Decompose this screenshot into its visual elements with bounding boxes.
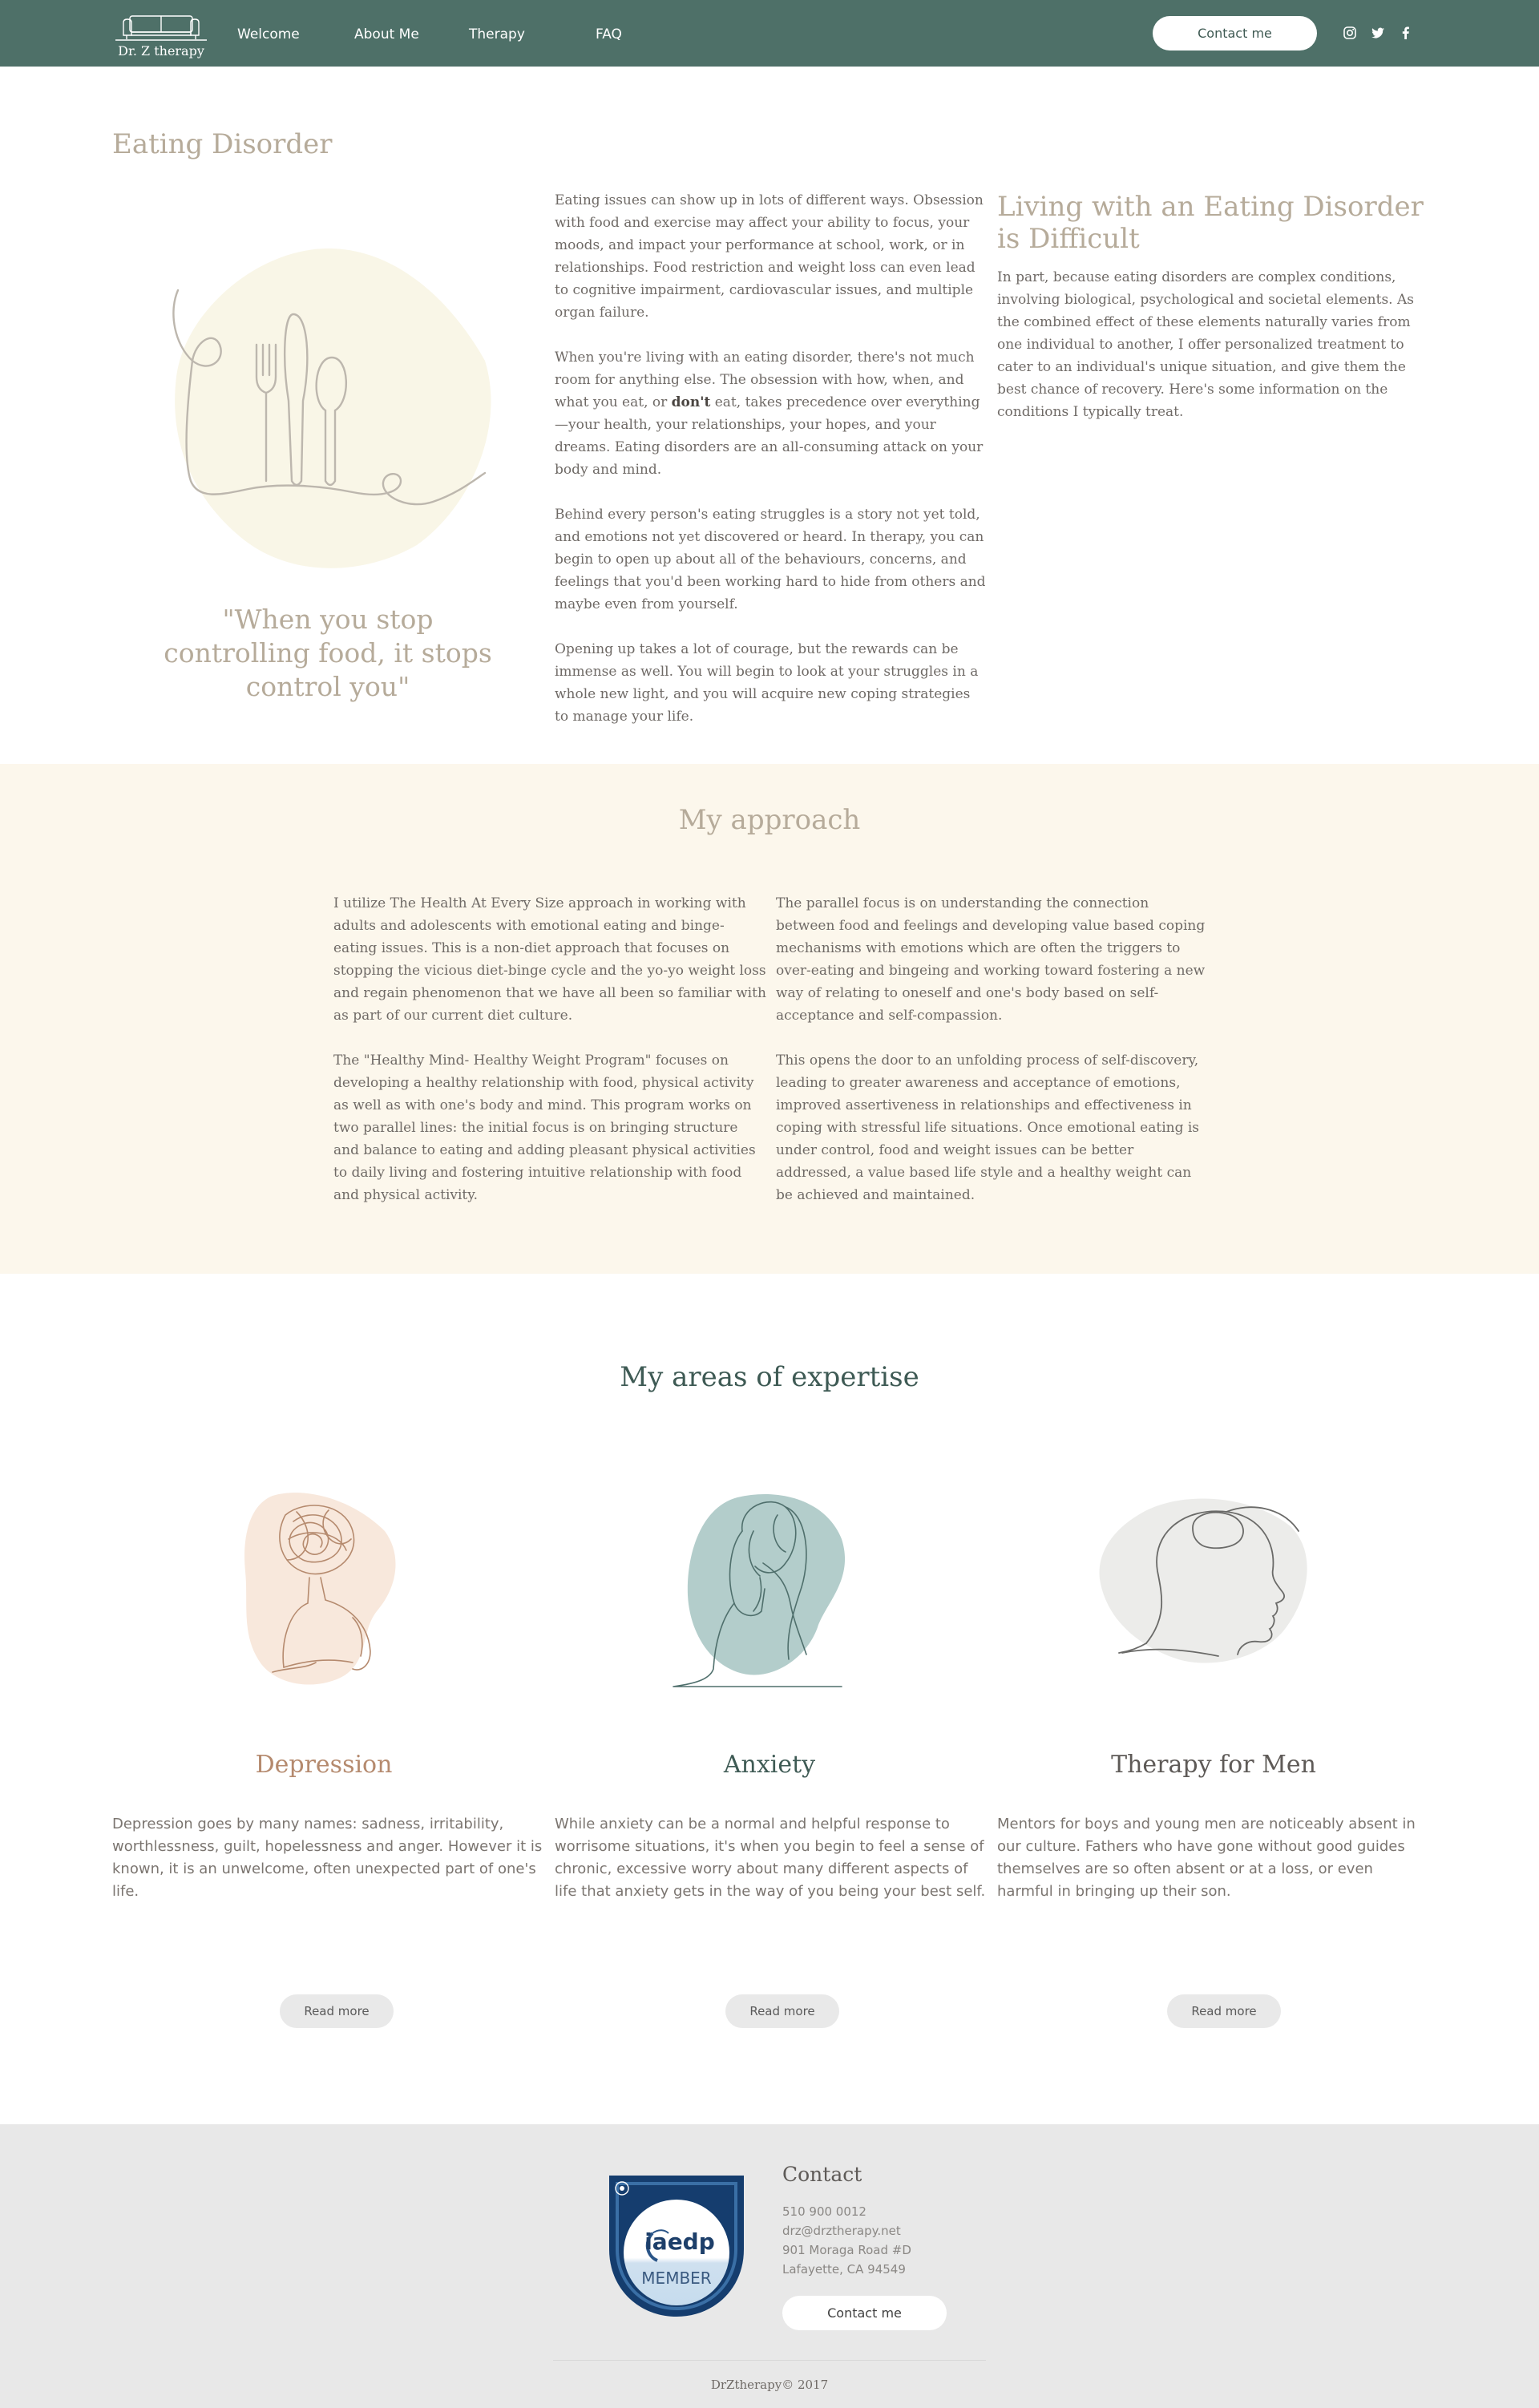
facebook-icon[interactable] [1398, 25, 1414, 41]
cutlery-illustration [160, 240, 497, 580]
depression-read-more-button[interactable]: Read more [280, 1994, 394, 2028]
anxiety-read-more-button[interactable]: Read more [725, 1994, 839, 2028]
therapy-for-men-text: Mentors for boys and young men are noticeably absent in our culture. Fathers who have gone without good guides themselves are so often absent or at a loss, or even harmful in bringing up their son. [997, 1816, 1416, 1900]
paragraph-text: eat, takes precedence over everything—your health, your relationships, your hopes, and your dreams. Eating disorders are an all-consuming attack on your body and mind. [555, 394, 984, 478]
site-footer [0, 2124, 1539, 2408]
footer-contact-button[interactable]: Contact me [782, 2296, 947, 2330]
nav-welcome[interactable]: Welcome [237, 26, 300, 42]
therapy-for-men-illustration [1090, 1483, 1315, 1695]
depression-illustration [232, 1483, 409, 1695]
site-logo[interactable] [111, 11, 212, 59]
therapy-for-men-title: Therapy for Men [1111, 1751, 1316, 1779]
expertise-title: My areas of expertise [620, 1361, 919, 1393]
approach-section [0, 764, 1539, 1274]
anxiety-illustration [665, 1483, 850, 1695]
nav-faq[interactable]: FAQ [596, 26, 622, 42]
anxiety-title: Anxiety [723, 1751, 816, 1779]
logo-text: Dr. Z therapy [118, 43, 204, 59]
paragraph: Eating issues can show up in lots of different ways. Obsession with food and exercise may affect your ability to focus, your moods, and impact your performance at school, work, or in relationships. Food restriction and weight loss can even lead to cognitive impairment, cardiovascular issues, and multiple organ failure. [555, 192, 984, 321]
twitter-icon[interactable] [1370, 25, 1386, 41]
sofa-logo-icon [112, 11, 210, 43]
distressed-woman-icon [665, 1483, 850, 1691]
approach-title: My approach [678, 804, 861, 836]
contact-title: Contact [782, 2163, 862, 2186]
paragraph: Opening up takes a lot of courage, but the rewards can be immense as well. You will begin to look at your struggles in a whole new light, and you will acquire new coping strategies to manage your life. [555, 641, 979, 725]
anxiety-text: While anxiety can be a normal and helpful response to worrisome situations, it's when you begin to feel a sense of chronic, excessive worry about many different aspects of life that anxiety gets in the way of you being your best self. [555, 1816, 986, 1900]
nav-about-me[interactable]: About Me [354, 26, 419, 42]
paragraph: This opens the door to an unfolding process of self-discovery, leading to greater awareness and acceptance of emotions, improved assertiveness in relationships and effectiveness in coping with stressful life situations. Once emotional eating is under control, food and weight issues can be better addressed, a value based life style and a healthy weight can be achieved and maintained. [776, 1052, 1200, 1203]
approach-right-column [776, 892, 1209, 1229]
badge-brand: iaedp [644, 2228, 715, 2255]
page-title: Eating Disorder [112, 128, 333, 160]
eating-disorder-text [555, 189, 988, 750]
approach-left-column [333, 892, 766, 1229]
nav-therapy[interactable]: Therapy [469, 26, 525, 42]
quote: "When you stop controlling food, it stops control you" [164, 604, 492, 702]
therapy-for-men-read-more-button[interactable]: Read more [1167, 1994, 1281, 2028]
header-contact-button[interactable]: Contact me [1153, 16, 1317, 51]
cutlery-icon [160, 240, 497, 577]
depression-text: Depression goes by many names: sadness, irritability, worthlessness, guilt, hopelessness and anger. However it is known, it is an unwelcome, often unexpected part of one's life. [112, 1816, 543, 1900]
paragraph [555, 346, 988, 481]
paragraph: In part, because eating disorders are complex conditions, involving biological, psychological and societal elements. As the combined effect of these elements naturally varies from one individual to another, I offer personalized treatment to cater to an individual's unique situation, and give them the best chance of recovery. Here's some information on the conditions I typically treat. [997, 269, 1414, 420]
site-header [0, 0, 1539, 67]
iaedp-member-badge [604, 2172, 749, 2323]
paragraph: I utilize The Health At Every Size approach in working with adults and adolescents with emotional eating and binge-eating issues. This is a non-diet approach that focuses on stopping the vicious diet-binge cycle and the yo-yo weight loss and regain phenomenon that we have all been so familiar with as part of our current diet culture. [333, 895, 766, 1024]
male-head-icon [1090, 1483, 1315, 1691]
contact-email[interactable]: drz@drztherapy.net [782, 2224, 901, 2238]
tangled-head-icon [232, 1483, 409, 1691]
bold-text: don't [671, 394, 711, 410]
instagram-icon[interactable] [1342, 25, 1358, 41]
paragraph: Behind every person's eating struggles is a story not yet told, and emotions not yet discovered or heard. In therapy, you can begin to open up about all of the behaviours, concerns, and feelings that you'd been working hard to hide from others and maybe even from yourself. [555, 507, 986, 612]
depression-title: Depression [255, 1751, 393, 1779]
contact-address-line1: 901 Moraga Road #D [782, 2243, 911, 2257]
badge-label: MEMBER [641, 2269, 712, 2288]
paragraph: The "Healthy Mind- Healthy Weight Program" focuses on developing a healthy relationship with food, physical activity as well as with one's body and mind. This program works on two parallel lines: the initial focus is on bringing structure and balance to eating and adding pleasant physical activities to daily living and fostering intuitive relationship with food and physical activity. [333, 1052, 756, 1203]
copyright: DrZtherapy© 2017 [710, 2378, 829, 2392]
paragraph: The parallel focus is on understanding the connection between food and feelings and developing value based coping mechanisms with emotions which are often the triggers to over-eating and bingeing and working toward fostering a new way of relating to oneself and one's body based on self-acceptance and self-compassion. [776, 895, 1206, 1024]
contact-address-line2: Lafayette, CA 94549 [782, 2262, 906, 2277]
footer-divider [553, 2360, 986, 2361]
living-with-text [997, 266, 1430, 446]
living-with-title: Living with an Eating Disorder is Difficult [997, 191, 1424, 255]
contact-phone[interactable]: 510 900 0012 [782, 2204, 866, 2219]
paragraph-text: When you're living with an eating disorder, there's not much room for anything else. The obsession with how, when, and what you eat, or [555, 349, 975, 410]
